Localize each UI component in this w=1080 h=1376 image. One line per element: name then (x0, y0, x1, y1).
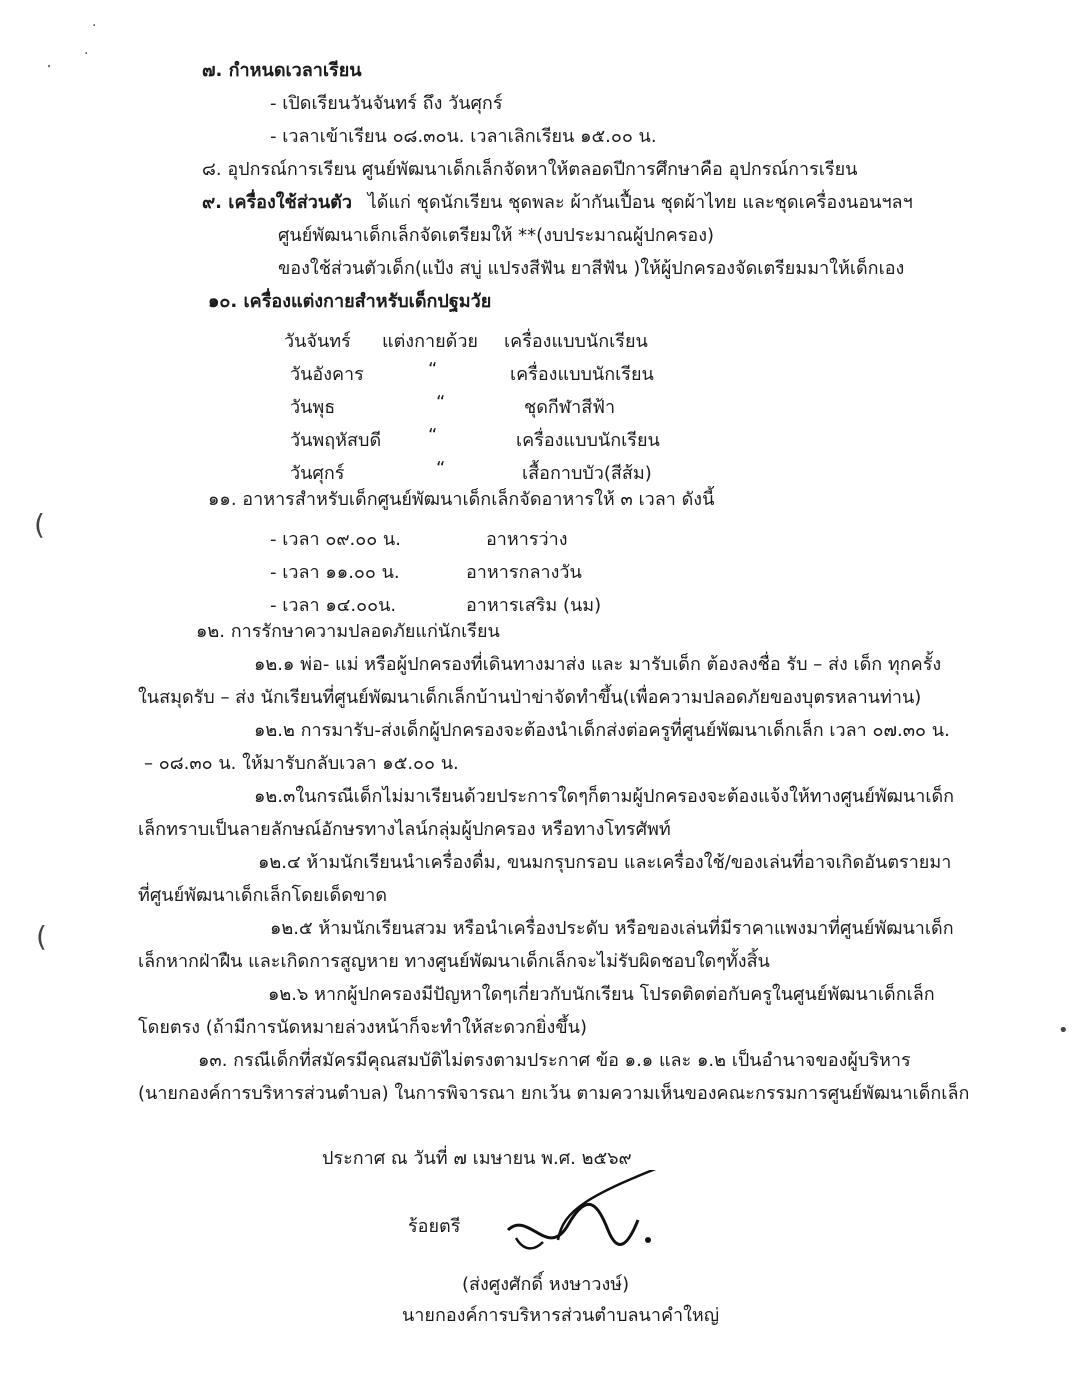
section-12-3-line-1: ๑๒.๓ในกรณีเด็กไม่มาเรียนด้วยประการใดๆก็ตามผู้ปกครองจะต้องแจ้งให้ทางศูนย์พัฒนาเด็ก (254, 786, 955, 807)
section-12-6-line-2: โดยตรง (ถ้ามีการนัดหมายล่วงหน้าก็จะทำให้สะดวกยิ่งขึ้น) (138, 1017, 587, 1038)
scan-speck: ⸼ (48, 52, 52, 68)
dress-item: เครื่องแบบนักเรียน (504, 331, 648, 352)
dress-item: ชุดกีฬาสีฟ้า (524, 397, 616, 418)
dress-day: วันศุกร์ (290, 463, 345, 484)
dress-day: วันพุธ (290, 397, 336, 418)
dress-mid: “ (428, 359, 438, 380)
scan-speck: ( (36, 920, 47, 953)
section-9-line-3: ของใช้ส่วนตัวเด็ก(แป้ง สบู่ แปรงสีฟัน ยาสีฟัน )ให้ผู้ปกครองจัดเตรียมมาให้เด็กเอง (278, 258, 905, 279)
scan-speck: · (92, 18, 97, 34)
dress-item: เครื่องแบบนักเรียน (516, 430, 660, 451)
scan-speck: • (1058, 1020, 1069, 1041)
section-12-1-line-1: ๑๒.๑ พ่อ- แม่ หรือผู้ปกครองที่เดินทางมาส่ง และ มารับเด็ก ต้องลงชื่อ รับ – ส่ง เด็ก ทุกครั้ง (254, 654, 942, 675)
section-12-1-line-2: ในสมุดรับ – ส่ง นักเรียนที่ศูนย์พัฒนาเด็กเล็กบ้านป่าข่าจัดทำขึ้น(เพื่อความปลอดภัยของบุตรหลานท่าน) (138, 687, 922, 708)
section-9-head: ๙. เครื่องใช้ส่วนตัว (202, 192, 352, 213)
section-12-2-line-1: ๑๒.๒ การมารับ-ส่งเด็กผู้ปกครองจะต้องนำเด็กส่งต่อครูที่ศูนย์พัฒนาเด็กเล็ก เวลา ๐๗.๓๐ น. (254, 720, 950, 741)
dress-day: วันจันทร์ (284, 331, 351, 352)
section-7-line-2: - เวลาเข้าเรียน ๐๘.๓๐น. เวลาเลิกเรียน ๑๕.๐๐ น. (270, 126, 657, 147)
section-12-6-line-1: ๑๒.๖ หากผู้ปกครองมีปัญหาใดๆเกี่ยวกับนักเรียน โปรดติดต่อกับครูในศูนย์พัฒนาเด็กเล็ก (268, 984, 935, 1005)
section-12-5-line-1: ๑๒.๕ ห้ามนักเรียนสวม หรือนำเครื่องประดับ หรือของเล่นที่มีราคาแพงมาที่ศูนย์พัฒนาเด็ก (270, 918, 954, 939)
dress-mid: “ (436, 458, 446, 479)
section-9-line-1 (202, 194, 913, 212)
meal-time: - เวลา ๑๑.๐๐ น. (270, 562, 400, 583)
dress-mid: แต่งกายด้วย (382, 331, 478, 352)
dress-item: เครื่องแบบนักเรียน (510, 364, 654, 385)
section-7-title: ๗. กำหนดเวลาเรียน (202, 60, 362, 81)
section-12-4-line-2: ที่ศูนย์พัฒนาเด็กเล็กโดยเด็ดขาด (138, 885, 388, 906)
section-13-line-1: ๑๓. กรณีเด็กที่สมัครมีคุณสมบัติไม่ตรงตามประกาศ ข้อ ๑.๑ และ ๑.๒ เป็นอำนาจของผู้บริหาร (198, 1050, 911, 1071)
section-12-title: ๑๒. การรักษาความปลอดภัยแก่นักเรียน (196, 621, 500, 642)
dress-mid: “ (428, 425, 438, 446)
meal-time: - เวลา ๑๔.๐๐น. (270, 595, 397, 616)
announcement-date: ประกาศ ณ วันที่ ๗ เมษายน พ.ศ. ๒๕๖๙ (322, 1148, 632, 1169)
dress-day: วันพฤหัสบดี (290, 430, 382, 451)
section-10-title: ๑๐. เครื่องแต่งกายสำหรับเด็กปฐมวัย (208, 291, 492, 312)
section-7-line-1: - เปิดเรียนวันจันทร์ ถึง วันศุกร์ (270, 93, 503, 114)
meal-name: อาหารว่าง (486, 529, 568, 550)
meal-name: อาหารกลางวัน (466, 562, 582, 583)
meal-time: - เวลา ๐๙.๐๐ น. (270, 529, 401, 550)
scan-speck: ( (34, 508, 45, 541)
signer-position: นายกองค์การบริหารส่วนตำบลนาคำใหญ่ (402, 1305, 720, 1326)
section-12-4-line-1: ๑๒.๔ ห้ามนักเรียนนำเครื่องดื่ม, ขนมกรุบกรอบ และเครื่องใช้/ของเล่นที่อาจเกิดอันตรายมา (258, 852, 952, 873)
section-12-2-line-2: – ๐๘.๓๐ น. ให้มารับกลับเวลา ๑๕.๐๐ น. (144, 753, 459, 774)
section-12-5-line-2: เล็กหากฝ่าฝืน และเกิดการสูญหาย ทางศูนย์พัฒนาเด็กเล็กจะไม่รับผิดชอบใดๆทั้งสิ้น (138, 951, 770, 972)
section-13-line-2: (นายกองค์การบริหารส่วนตำบล) ในการพิจารณา ยกเว้น ตามความเห็นของคณะกรรมการศูนย์พัฒนาเด็กเล็ก (138, 1083, 970, 1104)
dress-mid: “ (436, 392, 446, 413)
dress-day: วันอังคาร (290, 364, 364, 385)
signer-name: (ส่งศูงศักดิ์ หงษาวงษ์) (462, 1274, 630, 1295)
section-11-title: ๑๑. อาหารสำหรับเด็กศูนย์พัฒนาเด็กเล็กจัดอาหารให้ ๓ เวลา ดังนี้ (208, 489, 715, 510)
section-8-text: ๘. อุปกรณ์การเรียน ศูนย์พัฒนาเด็กเล็กจัดหาให้ตลอดปีการศึกษาคือ อุปกรณ์การเรียน (202, 159, 858, 180)
section-12-3-line-2: เล็กทราบเป็นลายลักษณ์อักษรทางไลน์กลุ่มผู้ปกครอง หรือทางโทรศัพท์ (138, 819, 671, 840)
signer-rank: ร้อยตรี (408, 1216, 461, 1237)
signature (488, 1170, 668, 1270)
dress-item: เสื้อกาบบัว(สีส้ม) (522, 463, 652, 484)
section-9-line-2: ศูนย์พัฒนาเด็กเล็กจัดเตรียมให้ **(งบประมาณผู้ปกครอง) (278, 225, 715, 246)
section-9-rest: ได้แก่ ชุดนักเรียน ชุดพละ ผ้ากันเปื้อน ชุดผ้าไทย และชุดเครื่องนอนฯลฯ (367, 192, 913, 213)
scan-speck: · (84, 46, 89, 62)
meal-name: อาหารเสริม (นม) (466, 595, 602, 616)
